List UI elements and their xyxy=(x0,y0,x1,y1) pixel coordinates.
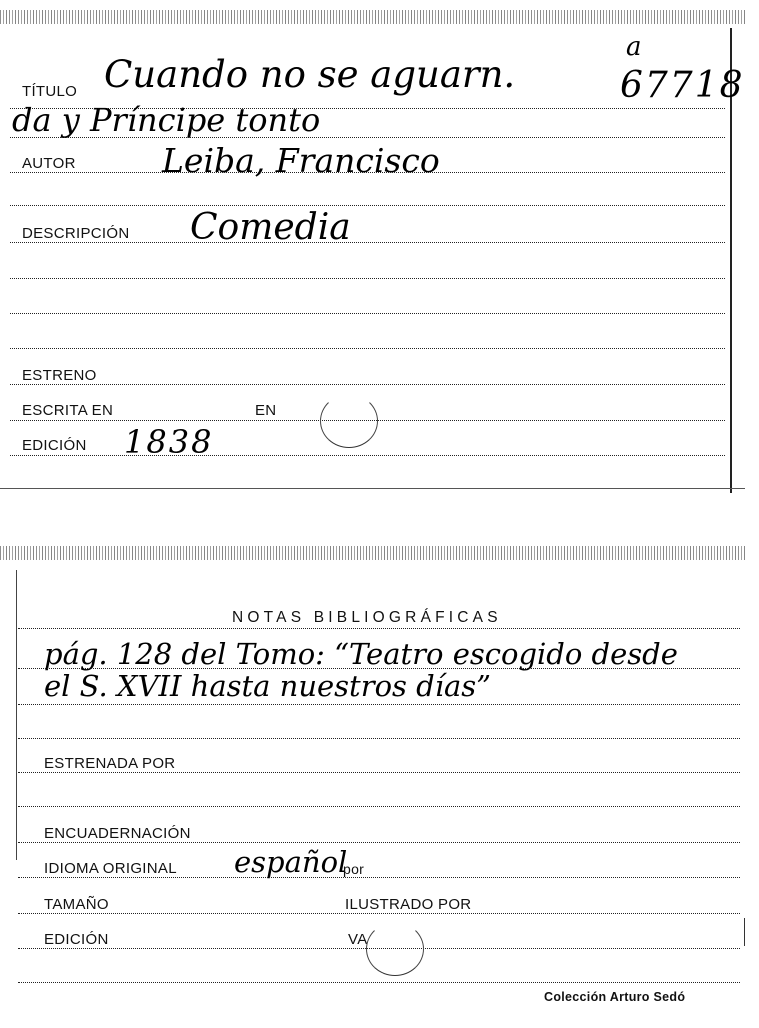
ilustrado-por-label: ILUSTRADO POR xyxy=(345,896,472,913)
descripcion-label: DESCRIPCIÓN xyxy=(22,225,130,242)
autor-rule xyxy=(10,172,725,173)
notes-handwriting-line1: pág. 128 del Tomo: “Teatro escogido desde xyxy=(44,637,678,671)
notas-rule-4 xyxy=(18,738,740,739)
notas-bibliograficas-heading: NOTAS BIBLIOGRÁFICAS xyxy=(232,609,502,626)
titulo-handwriting-line2: da y Príncipe tonto xyxy=(12,101,321,139)
titulo-label: TÍTULO xyxy=(22,83,78,100)
catalog-number: 67718 xyxy=(620,65,745,106)
edicion-label: EDICIÓN xyxy=(22,437,87,454)
notas-rule-1 xyxy=(18,628,740,629)
idioma-rule xyxy=(18,877,740,878)
va-label: VA xyxy=(348,931,368,948)
blank-rule-3 xyxy=(10,313,725,314)
card1-bottom-edge xyxy=(0,488,745,489)
card2-bottom-rule xyxy=(18,982,740,983)
idioma-handwriting: español xyxy=(234,845,348,879)
edicion2-label: EDICIÓN xyxy=(44,931,109,948)
card2-right-edge-mark xyxy=(744,918,745,946)
blank-rule-4 xyxy=(10,348,725,349)
card1-torn-top-edge xyxy=(0,10,745,24)
estreno-rule xyxy=(10,384,725,385)
titulo-rule-2 xyxy=(10,137,725,138)
notes-handwriting-line2: el S. XVII hasta nuestros días” xyxy=(44,669,491,703)
autor-handwriting: Leiba, Francisco xyxy=(162,141,440,180)
blank-rule-1 xyxy=(10,205,725,206)
estrenada-por-rule xyxy=(18,772,740,773)
estrenada-por-label: ESTRENADA POR xyxy=(44,755,176,772)
blank-rule-2 xyxy=(10,278,725,279)
card1-punch-hole xyxy=(320,394,378,448)
edicion-rule xyxy=(10,455,725,456)
idioma-original-label: IDIOMA ORIGINAL xyxy=(44,860,177,877)
encuadernacion-rule xyxy=(18,842,740,843)
titulo-handwriting-line1: Cuando no se aguarn. xyxy=(104,53,516,96)
card2-torn-top-edge xyxy=(0,546,745,560)
por-label: por xyxy=(343,861,365,877)
tamano-rule xyxy=(18,913,740,914)
descripcion-rule xyxy=(10,242,725,243)
autor-label: AUTOR xyxy=(22,155,76,172)
tamano-label: TAMAÑO xyxy=(44,896,109,913)
card2-punch-hole xyxy=(366,922,424,976)
notas-rule-3 xyxy=(18,704,740,705)
notas-rule-5 xyxy=(18,806,740,807)
card2-left-edge xyxy=(16,570,17,860)
estreno-label: ESTRENO xyxy=(22,367,97,384)
edicion-handwriting: 1838 xyxy=(124,423,214,461)
catalog-number-superscript: a xyxy=(626,32,642,62)
encuadernacion-label: ENCUADERNACIÓN xyxy=(44,825,191,842)
coleccion-footer: Colección Arturo Sedó xyxy=(544,990,686,1004)
escrita-en-label: ESCRITA EN xyxy=(22,402,114,419)
en-label: EN xyxy=(255,402,277,419)
descripcion-handwriting: Comedia xyxy=(190,207,351,248)
